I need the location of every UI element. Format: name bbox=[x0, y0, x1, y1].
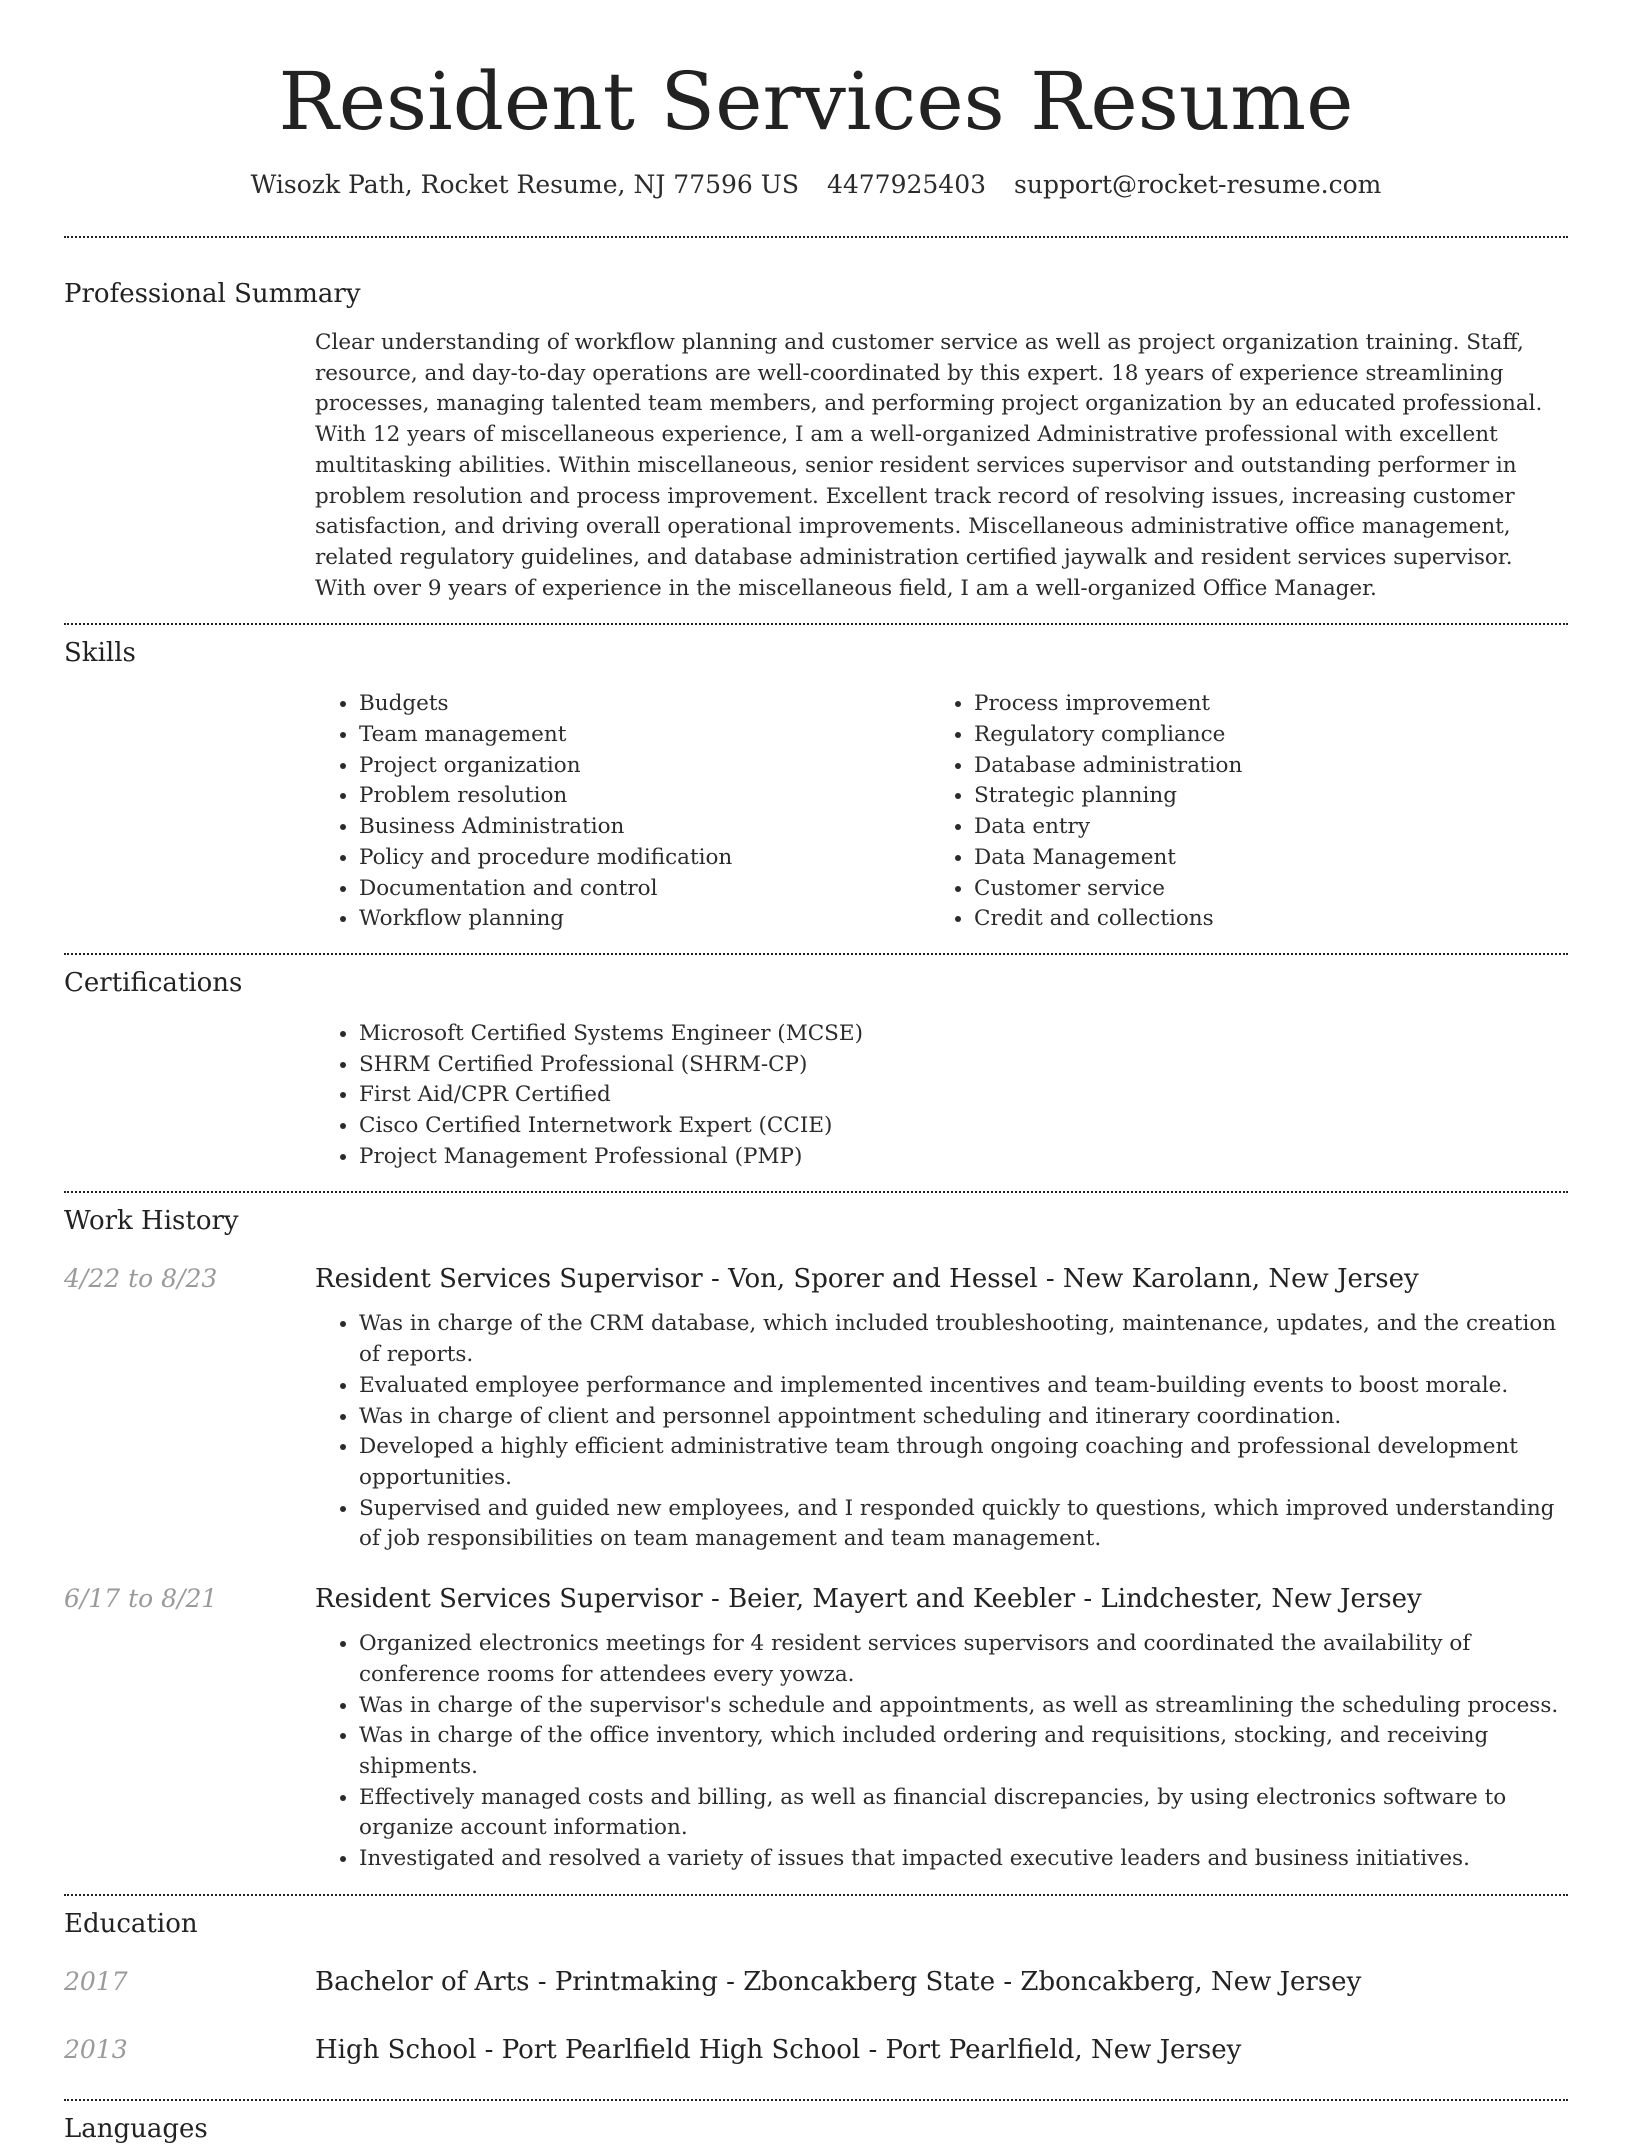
skill-item: • Budgets bbox=[359, 689, 930, 720]
certification-item: • First Aid/CPR Certified bbox=[359, 1080, 1568, 1111]
job-bullet: • Developed a highly efficient administrative team through ongoing coaching and professional development opportunities. bbox=[359, 1432, 1568, 1493]
summary-heading: Professional Summary bbox=[64, 279, 361, 309]
job-bullet: • Was in charge of client and personnel appointment scheduling and itinerary coordination. bbox=[359, 1402, 1568, 1433]
education-entry bbox=[64, 1964, 1568, 2032]
job-bullet: • Was in charge of the supervisor's schedule and appointments, as well as streamlining the scheduling process. bbox=[359, 1691, 1568, 1722]
skill-item: • Customer service bbox=[974, 874, 1545, 905]
work-heading: Work History bbox=[64, 1206, 239, 1237]
certifications-section bbox=[64, 955, 1568, 1173]
certifications-heading: Certifications bbox=[64, 967, 243, 998]
job-bullet: • Investigated and resolved a variety of issues that impacted executive leaders and business initiatives. bbox=[359, 1844, 1568, 1875]
certification-item: • Cisco Certified Internetwork Expert (CCIE) bbox=[359, 1111, 1568, 1142]
education-title bbox=[315, 2032, 1568, 2068]
summary-section bbox=[64, 238, 1568, 604]
resume-page bbox=[64, 0, 1568, 2147]
certification-item: • Microsoft Certified Systems Engineer (MCSE) bbox=[359, 1019, 1568, 1050]
job-bullet: • Was in charge of the office inventory, which included ordering and requisitions, stocking, and receiving shipments. bbox=[359, 1721, 1568, 1782]
contact-email[interactable]: support@rocket-resume.com bbox=[1014, 170, 1382, 199]
skill-item: • Project organization bbox=[359, 751, 930, 782]
job-bullets bbox=[315, 1309, 1568, 1555]
job-title bbox=[315, 1581, 1568, 1617]
education-heading: Education bbox=[64, 1908, 198, 1939]
job-bullet: • Effectively managed costs and billing, as well as financial discrepancies, by using electronics software to organize account information. bbox=[359, 1783, 1568, 1844]
education-degree: Bachelor of Arts - Printmaking bbox=[315, 1966, 718, 1997]
skill-item: • Business Administration bbox=[359, 812, 930, 843]
job-dates: 4/22 to 8/23 bbox=[64, 1264, 218, 1294]
job-details: - Beier, Mayert and Keebler - Lindchester, New Jersey bbox=[702, 1584, 1422, 1615]
job-role: Resident Services Supervisor bbox=[315, 1264, 703, 1295]
skills-section bbox=[64, 625, 1568, 935]
skill-item: • Workflow planning bbox=[359, 904, 930, 935]
certifications-content bbox=[315, 1019, 1568, 1173]
job-bullet: • Was in charge of the CRM database, which included troubleshooting, maintenance, updates, and the creation of reports. bbox=[359, 1309, 1568, 1370]
job-bullet: • Evaluated employee performance and implemented incentives and team-building events to boost morale. bbox=[359, 1371, 1568, 1402]
languages-section bbox=[64, 2101, 1568, 2147]
skill-item: • Problem resolution bbox=[359, 781, 930, 812]
skill-item: • Regulatory compliance bbox=[974, 720, 1545, 751]
certification-item: • Project Management Professional (PMP) bbox=[359, 1142, 1568, 1173]
skill-item: • Data entry bbox=[974, 812, 1545, 843]
skill-item: • Documentation and control bbox=[359, 874, 930, 905]
contact-line bbox=[64, 168, 1568, 202]
skill-item: • Credit and collections bbox=[974, 904, 1545, 935]
summary-text: Clear understanding of workflow planning and customer service as well as project organization training. Staff, resource, and day-to-day operations are well-coordinated by this expert. 18 years of experience streamlining processes, managing talented team members, and performing project organization by an educated professional. With 12 years of miscellaneous experience, I am a well-organized Administrative professional with excellent multitasking abilities. Within miscellaneous, senior resident services supervisor and outstanding performer in problem resolution and process improvement. Excellent track record of resolving issues, increasing customer satisfaction, and driving overall operational improvements. Miscellaneous administrative office management, related regulatory guidelines, and database administration certified jaywalk and resident services supervisor. With over 9 years of experience in the miscellaneous field, I am a well-organized Office Manager. bbox=[315, 330, 1543, 601]
skills-list-right bbox=[930, 689, 1545, 935]
education-degree: High School bbox=[315, 2034, 477, 2065]
work-section bbox=[64, 1193, 1568, 1874]
skill-item: • Team management bbox=[359, 720, 930, 751]
education-title bbox=[315, 1964, 1568, 2000]
certifications-list bbox=[315, 1019, 1568, 1173]
skill-item: • Data Management bbox=[974, 843, 1545, 874]
contact-phone[interactable]: 4477925403 bbox=[826, 170, 987, 199]
education-year: 2017 bbox=[64, 1966, 128, 1996]
job-title bbox=[315, 1261, 1568, 1297]
education-details: - Port Pearlfield High School - Port Pearlfield, New Jersey bbox=[476, 2034, 1242, 2065]
skills-heading: Skills bbox=[64, 638, 136, 669]
resume-title: Resident Services Resume bbox=[278, 55, 1354, 148]
job-details: - Von, Sporer and Hessel - New Karolann, New Jersey bbox=[702, 1264, 1419, 1295]
education-section bbox=[64, 1896, 1568, 2100]
skills-grid bbox=[315, 689, 1568, 935]
summary-content bbox=[315, 328, 1568, 604]
contact-address: Wisozk Path, Rocket Resume, NJ 77596 US bbox=[250, 170, 799, 199]
education-entry bbox=[64, 2032, 1568, 2100]
skill-item: • Database administration bbox=[974, 751, 1545, 782]
skill-item: • Process improvement bbox=[974, 689, 1545, 720]
certification-item: • SHRM Certified Professional (SHRM-CP) bbox=[359, 1050, 1568, 1081]
job-entry bbox=[64, 1261, 1568, 1555]
job-role: Resident Services Supervisor bbox=[315, 1584, 703, 1615]
job-bullets bbox=[315, 1629, 1568, 1875]
skills-list-left bbox=[315, 689, 930, 935]
languages-heading: Languages bbox=[64, 2113, 208, 2144]
job-entry bbox=[64, 1581, 1568, 1875]
job-bullet: • Supervised and guided new employees, and I responded quickly to questions, which improved understanding of job responsibilities on team management and team management. bbox=[359, 1494, 1568, 1555]
skill-item: • Strategic planning bbox=[974, 781, 1545, 812]
education-details: - Zboncakberg State - Zboncakberg, New Jersey bbox=[717, 1966, 1362, 1997]
job-bullet: • Organized electronics meetings for 4 resident services supervisors and coordinated the availability of conference rooms for attendees every yowza. bbox=[359, 1629, 1568, 1690]
job-dates: 6/17 to 8/21 bbox=[64, 1584, 218, 1614]
skill-item: • Policy and procedure modification bbox=[359, 843, 930, 874]
education-year: 2013 bbox=[64, 2034, 128, 2064]
